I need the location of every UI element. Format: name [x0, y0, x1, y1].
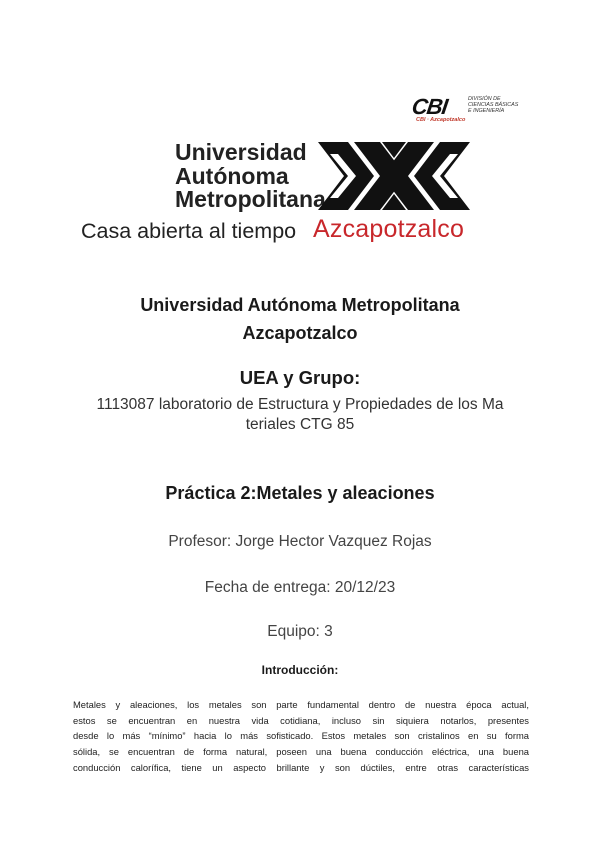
cbi-logo-subtext: CBI · Azcapotzalco [416, 117, 466, 123]
introduction-line: sólida, se encuentran de forma natural, poseen una buena conducción eléctrica, una buena [73, 746, 529, 758]
uam-emblem-icon [318, 142, 470, 210]
uea-description: 1113087 laboratorio de Estructura y Propiedades de los Ma teriales CTG 85 [96, 396, 504, 433]
uam-campus: Azcapotzalco [313, 215, 465, 243]
professor-name: Profesor: Jorge Hector Vazquez Rojas [168, 533, 432, 550]
uam-tagline: Casa abierta al tiempo [81, 219, 297, 243]
introduction-body [73, 697, 529, 776]
cbi-logo [412, 94, 522, 126]
uea-heading: UEA y Grupo: [239, 367, 361, 388]
cbi-logo-text: DIVISIÓN DE CIENCIAS BÁSICAS E INGENIERÍA [468, 96, 519, 114]
introduction-line: desde lo más “mínimo” hacia lo más sofisticado. Estos metales son cristalinos en su forma [73, 730, 529, 742]
introduction-line: conducción calorífica, tiene un aspecto brillante y son dúctiles, entre otras características [73, 761, 529, 773]
uam-logo-name: Universidad Autónoma Metropolitana [175, 139, 326, 212]
introduction-line: estos se encuentran en nuestra vida cotidiana, incluso sin siquiera notarlos, presentes [73, 714, 529, 726]
practice-title: Práctica 2:Metales y aleaciones [165, 483, 435, 503]
team-number: Equipo: 3 [267, 623, 333, 640]
university-title: Universidad Autónoma Metropolitana Azcapotzalco [140, 295, 460, 343]
cbi-logo-mark: CBI [410, 94, 449, 119]
introduction-heading: Introducción: [261, 663, 339, 677]
introduction-line: Metales y aleaciones, los metales son parte fundamental dentro de nuestra época actual, [73, 699, 529, 710]
due-date: Fecha de entrega: 20/12/23 [204, 579, 396, 596]
